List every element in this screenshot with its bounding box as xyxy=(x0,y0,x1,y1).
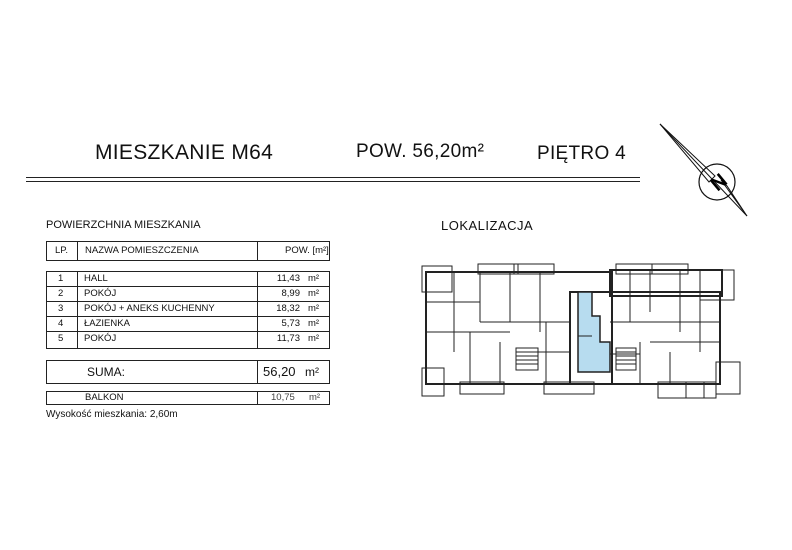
row-unit: m² xyxy=(308,303,320,314)
row-area: 18,32 xyxy=(276,303,300,314)
floor-label: PIĘTRO 4 xyxy=(537,143,626,164)
table-row xyxy=(46,272,330,287)
balcony-row xyxy=(46,391,330,405)
balcony-value: 10,75 xyxy=(271,392,295,403)
building-floor-plan xyxy=(420,262,750,408)
balcony-label: BALKON xyxy=(85,392,124,403)
row-name: HALL xyxy=(84,273,108,284)
row-name: POKÓJ + ANEKS KUCHENNY xyxy=(84,303,215,314)
apartment-area: POW. 56,20m² xyxy=(356,141,485,162)
height-note: Wysokość mieszkania: 2,60m xyxy=(46,409,178,420)
row-area: 11,73 xyxy=(276,333,300,344)
col-name-header: NAZWA POMIESZCZENIA xyxy=(85,245,199,256)
row-name: POKÓJ xyxy=(84,333,117,344)
highlighted-apartment xyxy=(578,292,610,372)
row-lp: 5 xyxy=(58,333,64,344)
table-row xyxy=(46,302,330,317)
sum-value: 56,20 xyxy=(263,364,296,379)
header-rule-top xyxy=(26,177,640,178)
table-section-title: POWIERZCHNIA MIESZKANIA xyxy=(46,219,201,231)
row-lp: 3 xyxy=(58,303,64,314)
col-area-header: POW. [m²] xyxy=(285,245,329,256)
row-area: 5,73 xyxy=(281,318,300,329)
row-name: POKÓJ xyxy=(84,288,117,299)
table-row xyxy=(46,287,330,302)
row-name: ŁAZIENKA xyxy=(84,318,130,329)
row-area: 8,99 xyxy=(281,288,300,299)
row-unit: m² xyxy=(308,288,320,299)
location-title: LOKALIZACJA xyxy=(441,218,534,233)
row-unit: m² xyxy=(308,333,320,344)
table-row xyxy=(46,332,330,347)
row-unit: m² xyxy=(308,318,320,329)
apartment-title: MIESZKANIE M64 xyxy=(95,141,274,164)
sum-unit: m² xyxy=(305,365,319,379)
row-lp: 1 xyxy=(58,273,64,284)
balcony-unit: m² xyxy=(309,392,321,403)
table-header xyxy=(46,241,330,261)
sum-label: SUMA: xyxy=(87,365,126,379)
row-lp: 4 xyxy=(58,318,64,329)
compass-letter: N xyxy=(706,169,732,196)
col-lp-header: LP. xyxy=(55,245,69,256)
row-lp: 2 xyxy=(58,288,64,299)
row-unit: m² xyxy=(308,273,320,284)
north-arrow-icon xyxy=(655,120,755,220)
row-area: 11,43 xyxy=(276,273,300,284)
sum-row xyxy=(46,360,330,384)
header-rule-bottom xyxy=(26,181,640,182)
table-row xyxy=(46,317,330,332)
